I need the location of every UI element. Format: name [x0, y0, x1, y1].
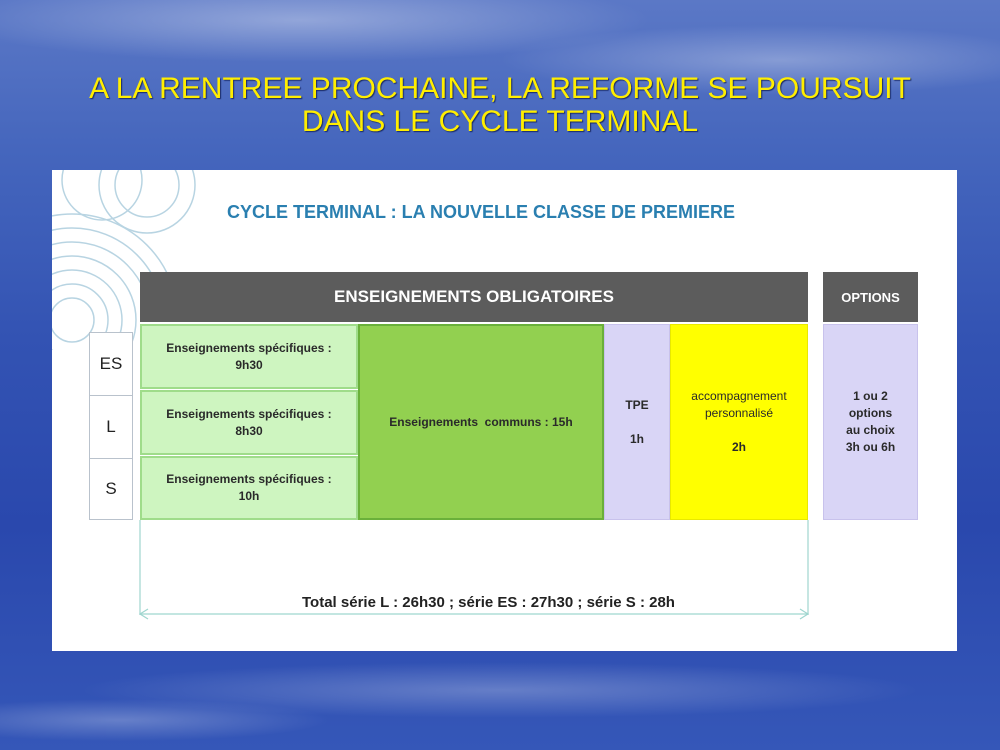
options-line-4: 3h ou 6h: [845, 440, 896, 454]
specifiques-es-label: Enseignements spécifiques :: [166, 340, 332, 355]
tpe-hours: 1h: [629, 431, 644, 446]
accompagnement-hours: 2h: [731, 440, 746, 454]
header-obligatoires-label: ENSEIGNEMENTS OBLIGATOIRES: [334, 287, 614, 306]
specifiques-es: [140, 324, 358, 389]
serie-es-text: ES: [99, 354, 123, 373]
diagram-heading: CYCLE TERMINAL : LA NOUVELLE CLASSE DE PREMIERE: [227, 202, 736, 222]
specifiques-s: [140, 456, 358, 520]
serie-es-label: [89, 332, 133, 396]
serie-s-text: S: [105, 479, 117, 498]
specifiques-l-label: Enseignements spécifiques :: [166, 406, 332, 421]
communs-label: Enseignements communs : 15h: [389, 414, 573, 429]
specifiques-es-hours: 9h30: [235, 357, 263, 372]
total-hours: Total série L : 26h30 ; série ES : 27h30 ; série S : 28h: [302, 594, 675, 611]
accompagnement-line-1: accompagnement: [691, 389, 787, 403]
enseignements-communs: [358, 324, 604, 520]
slide-title-line-1: A LA RENTREE PROCHAINE, LA REFORME SE POURSUIT: [89, 72, 911, 105]
header-options: [823, 272, 918, 324]
options-line-2: options: [848, 406, 893, 420]
serie-l-text: L: [106, 417, 116, 436]
specifiques-l-hours: 8h30: [235, 423, 263, 438]
slide-title-line-2: DANS LE CYCLE TERMINAL: [301, 105, 699, 138]
accompagnement-line-2: personnalisé: [704, 406, 774, 420]
options-line-1: 1 ou 2: [853, 389, 888, 403]
slide-title: [0, 72, 1000, 138]
serie-l-label: [89, 395, 133, 459]
options-cell: [823, 324, 918, 520]
specifiques-s-hours: 10h: [238, 489, 260, 503]
specifiques-l: [140, 390, 358, 455]
serie-s-label: [89, 458, 133, 520]
header-obligatoires: [140, 272, 808, 324]
tpe-cell: [604, 324, 670, 520]
specifiques-s-label: Enseignements spécifiques :: [166, 472, 332, 486]
tpe-label: TPE: [625, 397, 649, 412]
options-line-3: au choix: [846, 423, 895, 437]
diagram-panel: [52, 170, 957, 651]
header-options-label: OPTIONS: [841, 289, 900, 305]
accompagnement-cell: [670, 324, 808, 520]
